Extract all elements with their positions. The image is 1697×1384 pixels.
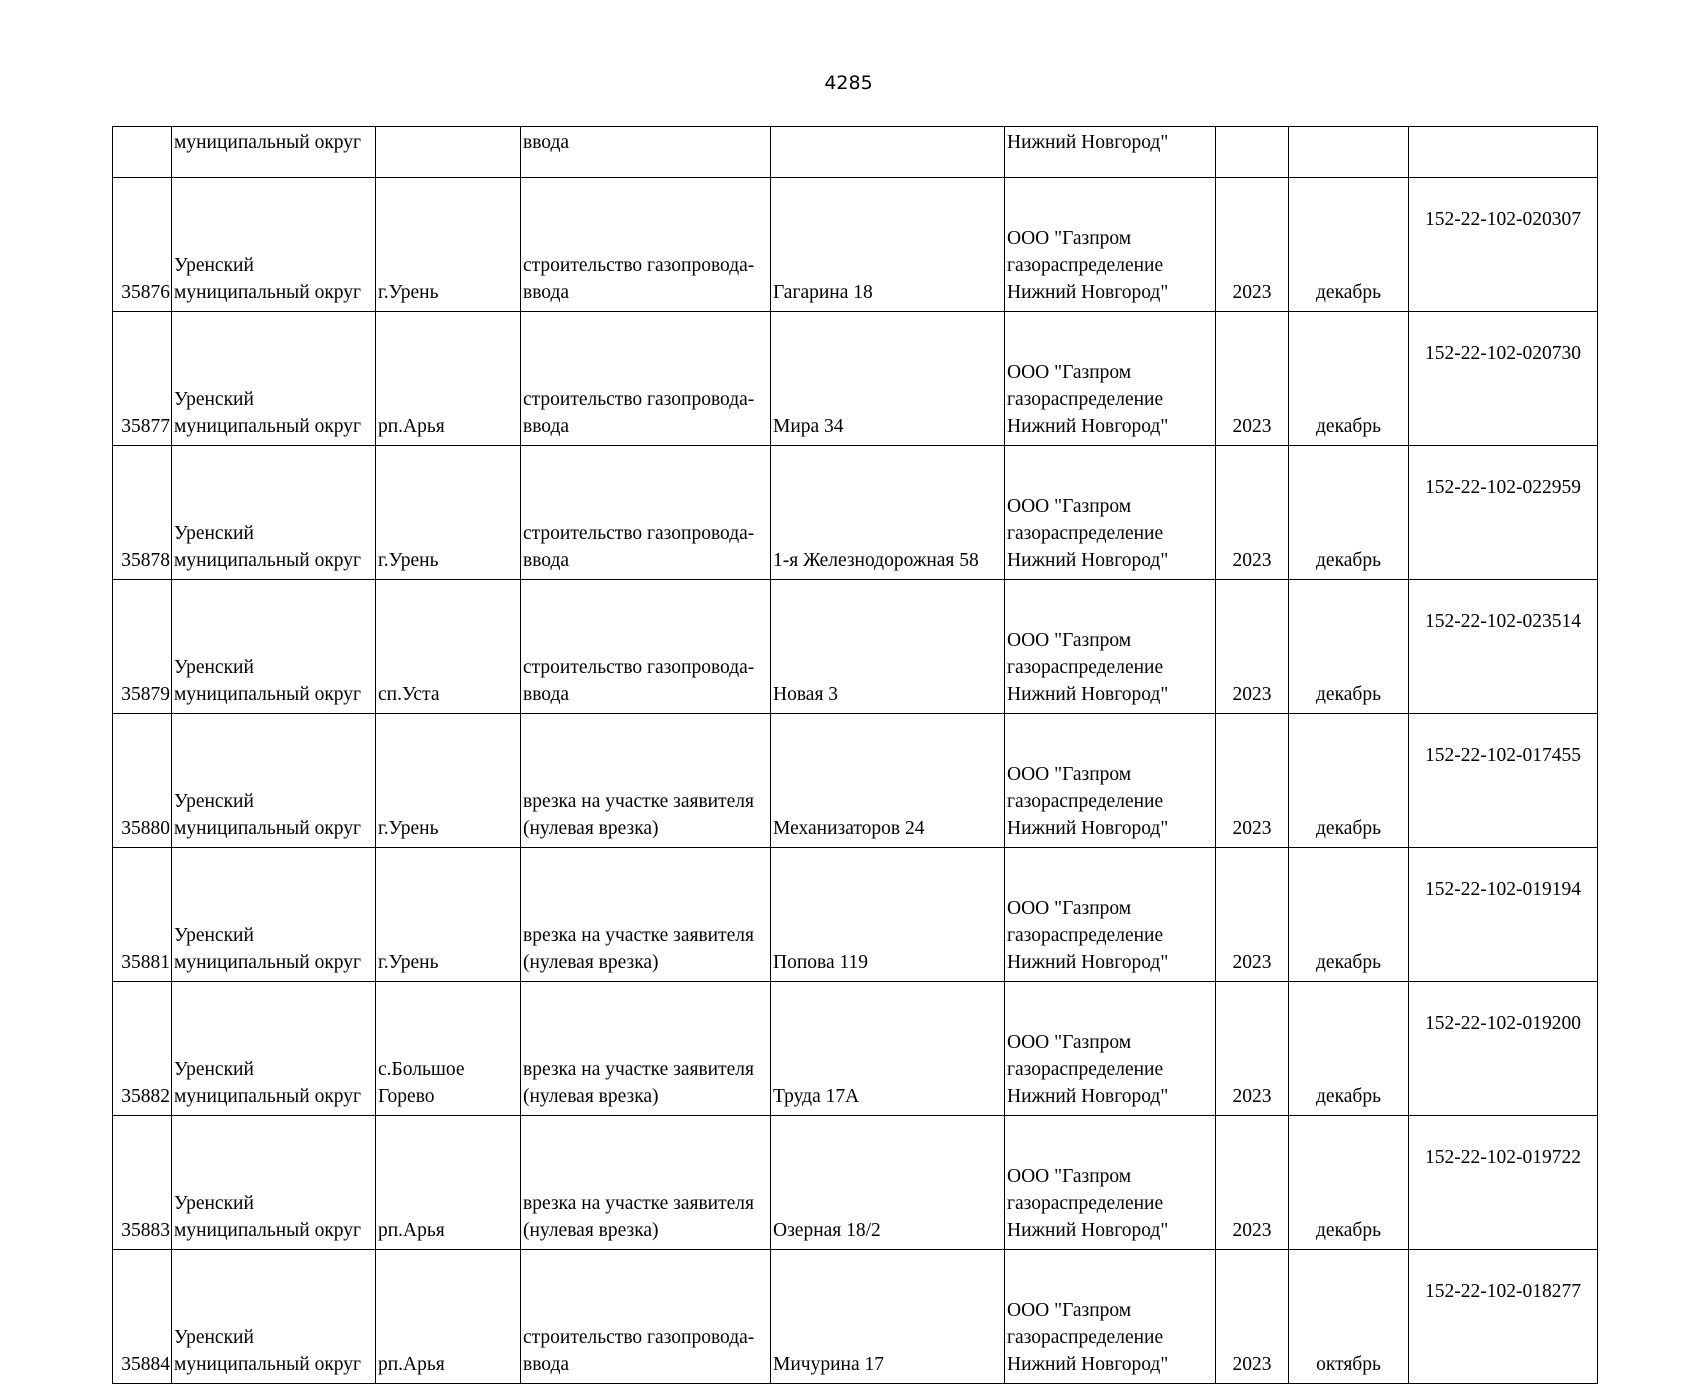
month-cell: декабрь [1289,982,1409,1116]
organization-cell: ООО "Газпром газораспределение Нижний Новгород" [1005,446,1216,580]
settlement-cell: г.Урень [376,446,521,580]
address-cell: Попова 119 [771,848,1005,982]
gasification-table [112,126,1598,1384]
work-type-cell: строительство газопровода- ввода [521,312,771,446]
work-type-cell: ввода [521,127,771,178]
month-cell: декабрь [1289,312,1409,446]
table-row [113,446,1598,580]
year-cell: 2023 [1216,312,1289,446]
code-cell [1409,127,1598,178]
record-number: 35876 [113,178,172,312]
work-type-cell: строительство газопровода- ввода [521,580,771,714]
organization-cell: ООО "Газпром газораспределение Нижний Новгород" [1005,580,1216,714]
work-type-cell: врезка на участке заявителя (нулевая врезка) [521,714,771,848]
address-cell: Новая 3 [771,580,1005,714]
table-row [113,312,1598,446]
month-cell: декабрь [1289,178,1409,312]
settlement-cell: рп.Арья [376,312,521,446]
organization-cell: ООО "Газпром газораспределение Нижний Новгород" [1005,1250,1216,1384]
continued-row [113,127,1598,178]
page-number: 4285 [824,72,873,94]
record-number: 35883 [113,1116,172,1250]
year-cell: 2023 [1216,580,1289,714]
record-number: 35884 [113,1250,172,1384]
year-cell: 2023 [1216,714,1289,848]
table-row [113,848,1598,982]
code-cell: 152-22-102-020307 [1409,178,1598,312]
month-cell: октябрь [1289,1250,1409,1384]
code-cell: 152-22-102-019200 [1409,982,1598,1116]
month-cell [1289,127,1409,178]
month-cell: декабрь [1289,446,1409,580]
address-cell [771,127,1005,178]
work-type-cell: строительство газопровода- ввода [521,1250,771,1384]
month-cell: декабрь [1289,714,1409,848]
work-type-cell: врезка на участке заявителя (нулевая врезка) [521,1116,771,1250]
district-cell: Уренский муниципальный округ [172,580,376,714]
month-cell: декабрь [1289,580,1409,714]
district-cell: муниципальный округ [172,127,376,178]
record-number: 35880 [113,714,172,848]
work-type-cell: врезка на участке заявителя (нулевая врезка) [521,982,771,1116]
settlement-cell: г.Урень [376,178,521,312]
code-cell: 152-22-102-017455 [1409,714,1598,848]
settlement-cell: с.Большое Горево [376,982,521,1116]
record-number: 35879 [113,580,172,714]
table-row [113,178,1598,312]
organization-cell: ООО "Газпром газораспределение Нижний Новгород" [1005,312,1216,446]
year-cell: 2023 [1216,178,1289,312]
address-cell: Мира 34 [771,312,1005,446]
organization-cell: ООО "Газпром газораспределение Нижний Новгород" [1005,1116,1216,1250]
code-cell: 152-22-102-022959 [1409,446,1598,580]
address-cell: Озерная 18/2 [771,1116,1005,1250]
code-cell: 152-22-102-023514 [1409,580,1598,714]
district-cell: Уренский муниципальный округ [172,982,376,1116]
work-type-cell: врезка на участке заявителя (нулевая врезка) [521,848,771,982]
year-cell: 2023 [1216,982,1289,1116]
address-cell: Мичурина 17 [771,1250,1005,1384]
record-number: 35881 [113,848,172,982]
district-cell: Уренский муниципальный округ [172,1116,376,1250]
month-cell: декабрь [1289,848,1409,982]
organization-cell: ООО "Газпром газораспределение Нижний Новгород" [1005,714,1216,848]
address-cell: Гагарина 18 [771,178,1005,312]
table-row [113,1116,1598,1250]
table-row [113,982,1598,1116]
code-cell: 152-22-102-020730 [1409,312,1598,446]
work-type-cell: строительство газопровода- ввода [521,446,771,580]
district-cell: Уренский муниципальный округ [172,714,376,848]
year-cell: 2023 [1216,1250,1289,1384]
organization-cell: ООО "Газпром газораспределение Нижний Новгород" [1005,178,1216,312]
district-cell: Уренский муниципальный округ [172,848,376,982]
district-cell: Уренский муниципальный округ [172,1250,376,1384]
district-cell: Уренский муниципальный округ [172,312,376,446]
code-cell: 152-22-102-019194 [1409,848,1598,982]
record-number: 35878 [113,446,172,580]
organization-cell: ООО "Газпром газораспределение Нижний Новгород" [1005,982,1216,1116]
year-cell: 2023 [1216,1116,1289,1250]
district-cell: Уренский муниципальный округ [172,446,376,580]
district-cell: Уренский муниципальный округ [172,178,376,312]
month-cell: декабрь [1289,1116,1409,1250]
table-row [113,714,1598,848]
settlement-cell: рп.Арья [376,1116,521,1250]
work-type-cell: строительство газопровода- ввода [521,178,771,312]
record-number: 35877 [113,312,172,446]
record-number: 35882 [113,982,172,1116]
address-cell: Труда 17А [771,982,1005,1116]
year-cell: 2023 [1216,446,1289,580]
settlement-cell: рп.Арья [376,1250,521,1384]
code-cell: 152-22-102-018277 [1409,1250,1598,1384]
code-cell: 152-22-102-019722 [1409,1116,1598,1250]
address-cell: 1-я Железнодорожная 58 [771,446,1005,580]
year-cell [1216,127,1289,178]
organization-cell: Нижний Новгород" [1005,127,1216,178]
organization-cell: ООО "Газпром газораспределение Нижний Новгород" [1005,848,1216,982]
table-row [113,580,1598,714]
address-cell: Механизаторов 24 [771,714,1005,848]
settlement-cell: г.Урень [376,848,521,982]
table-row [113,1250,1598,1384]
settlement-cell: г.Урень [376,714,521,848]
year-cell: 2023 [1216,848,1289,982]
settlement-cell [376,127,521,178]
settlement-cell: сп.Уста [376,580,521,714]
record-number [113,127,172,178]
